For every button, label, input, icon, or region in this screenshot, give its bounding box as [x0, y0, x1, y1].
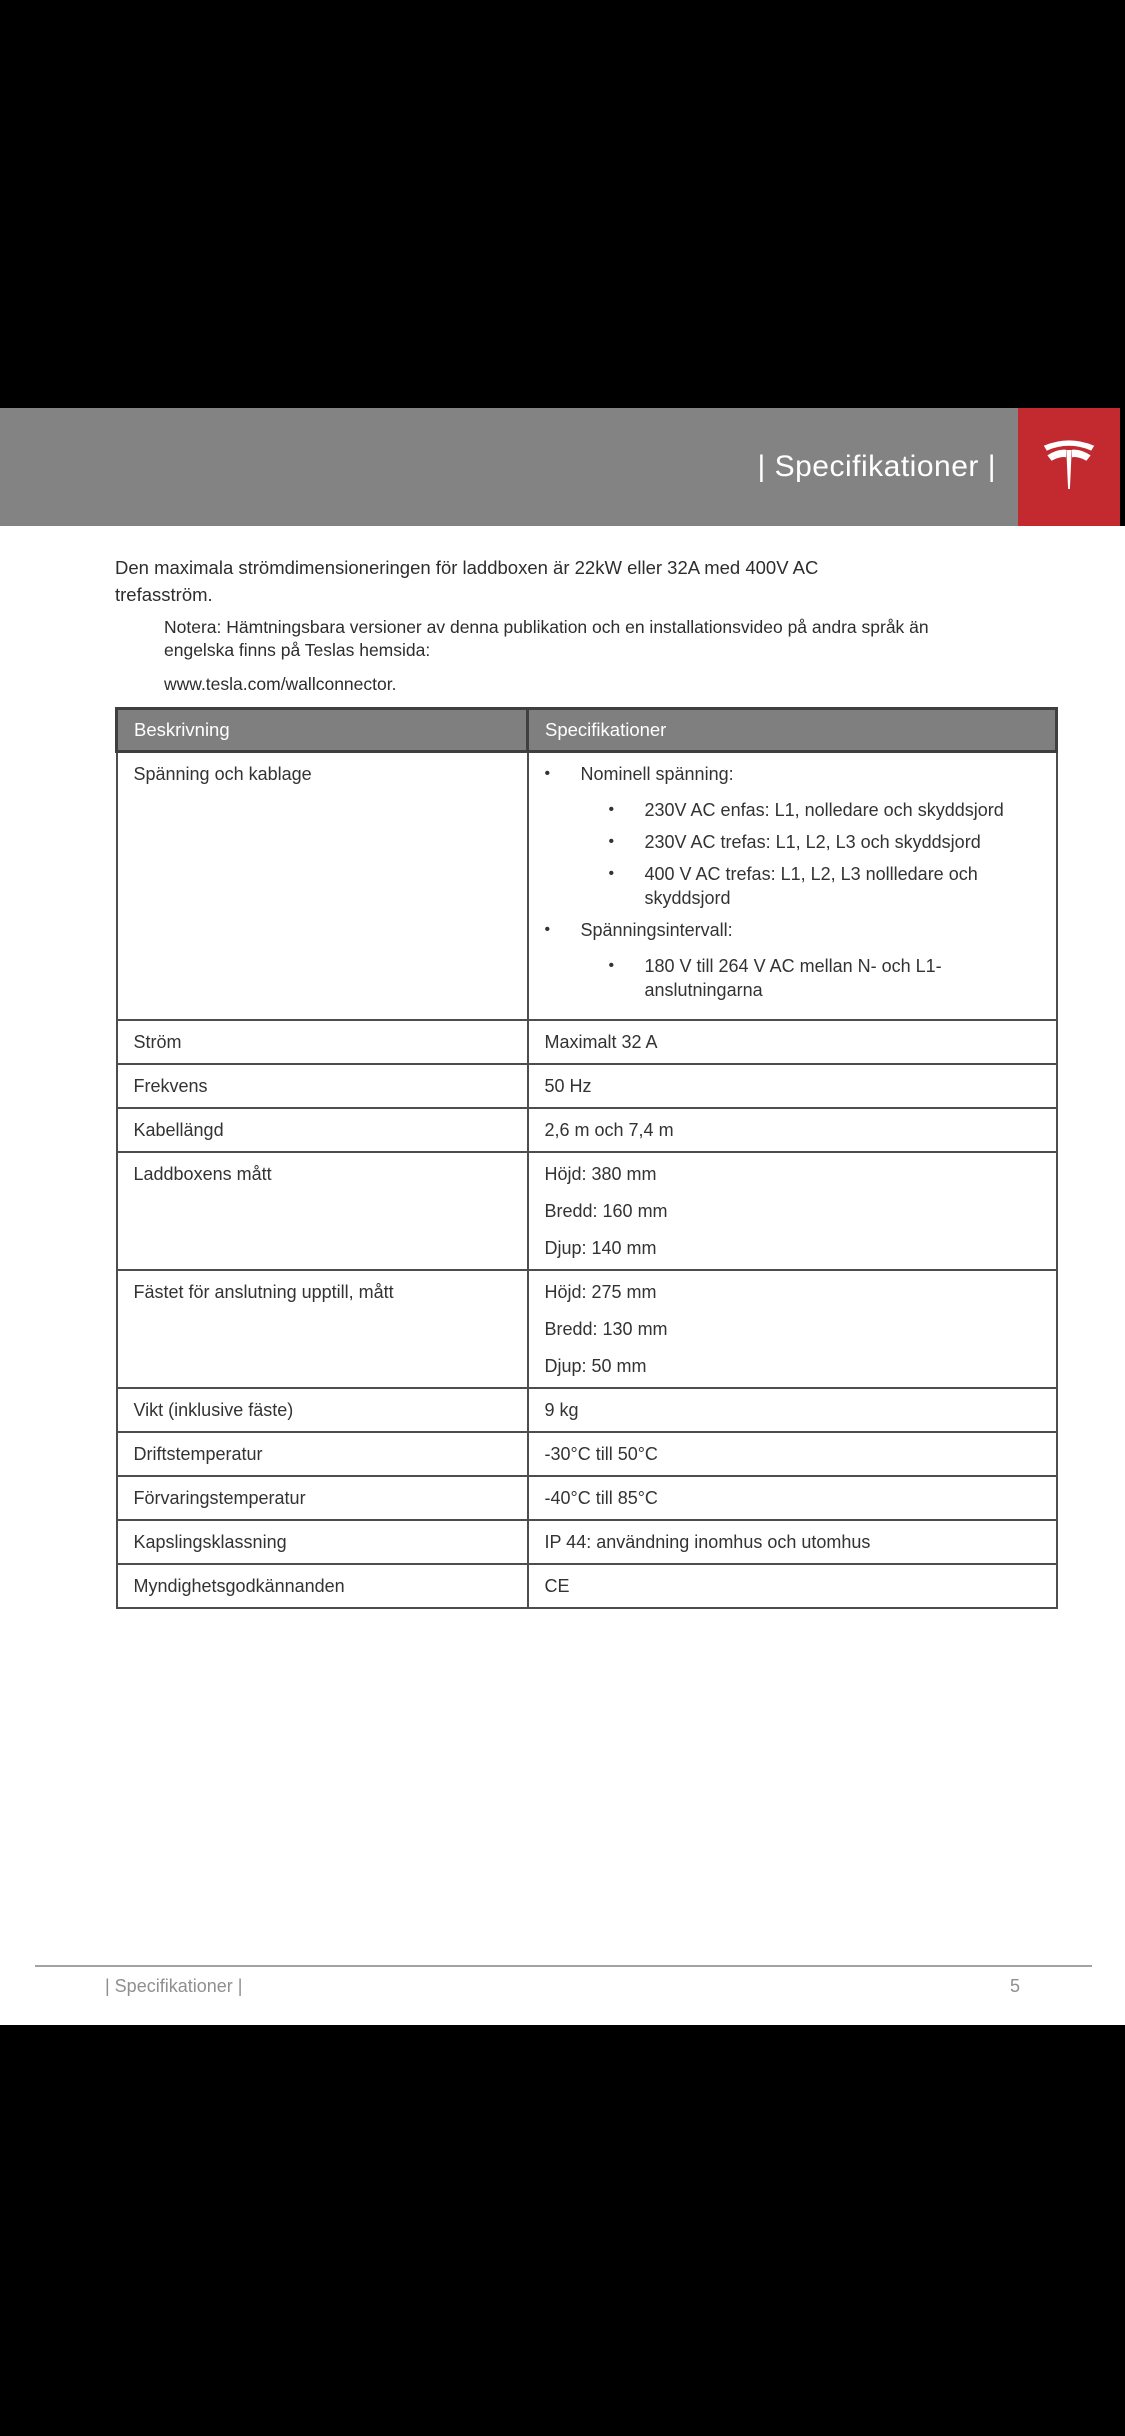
page-content — [115, 554, 1125, 1609]
table-row — [117, 1564, 1057, 1608]
page-footer — [35, 1965, 1092, 1997]
header-band — [0, 408, 1125, 526]
sub-bullet-item — [609, 830, 1040, 854]
table-row — [117, 1432, 1057, 1476]
table-row — [117, 1388, 1057, 1432]
row-value-cell — [528, 1108, 1057, 1152]
sub-bullet-marker: • — [608, 865, 615, 882]
sub-bullet-marker: • — [608, 957, 615, 974]
row-label-cell: Vikt (inklusive fäste) — [117, 1388, 528, 1432]
row-label-cell: Förvaringstemperatur — [117, 1476, 528, 1520]
value-line: Djup: 140 mm — [544, 1238, 657, 1258]
spec-table — [115, 707, 1058, 1609]
bullet-marker: • — [544, 765, 551, 782]
row-value-cell — [528, 1432, 1057, 1476]
value-line: -40°C till 85°C — [544, 1488, 658, 1508]
column-header-beskrivning: Beskrivning — [117, 709, 528, 752]
row-label-cell: Driftstemperatur — [117, 1432, 528, 1476]
row-value-cell — [528, 1064, 1057, 1108]
note-paragraph: Notera: Hämtningsbara versioner av denna publikation och en installationsvideo på andra språk än engelska finns på Teslas hemsida: — [164, 617, 929, 660]
pdf-page — [0, 408, 1125, 2025]
row-value-cell — [528, 1476, 1057, 1520]
sub-bullet-item — [609, 954, 1040, 1002]
row-label-cell: Kabellängd — [117, 1108, 528, 1152]
value-line: Maximalt 32 A — [544, 1032, 658, 1052]
value-line: Djup: 50 mm — [544, 1356, 647, 1376]
table-row — [117, 1064, 1057, 1108]
sub-bullet-text: 230V AC enfas: L1, nolledare och skyddsjord — [644, 800, 1004, 820]
row-value-cell — [528, 1564, 1057, 1608]
row-value-cell — [528, 1152, 1057, 1270]
table-row — [117, 1108, 1057, 1152]
bullet-marker: • — [544, 921, 551, 938]
bullet-item — [545, 762, 1040, 786]
sub-bullet-item — [609, 862, 1040, 910]
tesla-logo-icon — [1039, 432, 1099, 503]
value-line: 9 kg — [544, 1400, 579, 1420]
sub-bullet-item — [609, 798, 1040, 822]
value-line: Höjd: 275 mm — [544, 1282, 657, 1302]
value-line: Höjd: 380 mm — [544, 1164, 657, 1184]
column-header-specifikationer: Specifikationer — [528, 709, 1057, 752]
band-edge-strip — [1120, 408, 1125, 526]
table-row — [117, 1270, 1057, 1388]
sub-bullet-text: 230V AC trefas: L1, L2, L3 och skyddsjord — [644, 832, 981, 852]
page-title: | Specifikationer | — [757, 450, 996, 483]
bullet-item — [545, 918, 1040, 942]
table-row — [117, 752, 1057, 1021]
table-row — [117, 1020, 1057, 1064]
table-header-row — [117, 709, 1057, 752]
sub-bullet-marker: • — [608, 801, 615, 818]
value-line: 2,6 m och 7,4 m — [544, 1120, 674, 1140]
footer-page-number: 5 — [1009, 1976, 1020, 1996]
row-label-cell: Spänning och kablage — [117, 752, 528, 1021]
footer-label: | Specifikationer | — [105, 1976, 243, 1996]
value-line: Bredd: 160 mm — [544, 1201, 668, 1221]
table-row — [117, 1520, 1057, 1564]
row-label-cell: Fästet för anslutning upptill, mått — [117, 1270, 528, 1388]
row-label-cell: Frekvens — [117, 1064, 528, 1108]
value-line: -30°C till 50°C — [544, 1444, 658, 1464]
row-label-cell: Laddboxens mått — [117, 1152, 528, 1270]
row-value-cell — [528, 1270, 1057, 1388]
row-value-cell — [528, 1388, 1057, 1432]
sub-bullet-text: 180 V till 264 V AC mellan N- och L1-anslutningarna — [644, 956, 942, 1000]
table-row — [117, 1476, 1057, 1520]
row-label-cell: Myndighetsgodkännanden — [117, 1564, 528, 1608]
table-row — [117, 1152, 1057, 1270]
bullet-text: Nominell spänning: — [580, 764, 734, 784]
sub-bullet-text: 400 V AC trefas: L1, L2, L3 nollledare och skyddsjord — [644, 864, 978, 908]
row-value-cell — [528, 1020, 1057, 1064]
row-value-cell — [528, 1520, 1057, 1564]
row-label-cell: Kapslingsklassning — [117, 1520, 528, 1564]
sub-bullet-marker: • — [608, 833, 615, 850]
value-line: IP 44: användning inomhus och utomhus — [544, 1532, 871, 1552]
value-line: 50 Hz — [544, 1076, 592, 1096]
value-line: CE — [544, 1576, 570, 1596]
intro-paragraph: Den maximala strömdimensioneringen för laddboxen är 22kW eller 32A med 400V AC trefasström. — [115, 557, 819, 605]
tesla-logo-box — [1018, 408, 1120, 526]
row-label-cell: Ström — [117, 1020, 528, 1064]
website-link[interactable]: www.tesla.com/wallconnector. — [164, 674, 397, 694]
bullet-text: Spänningsintervall: — [580, 920, 733, 940]
row-value-cell — [528, 752, 1057, 1021]
value-line: Bredd: 130 mm — [544, 1319, 668, 1339]
